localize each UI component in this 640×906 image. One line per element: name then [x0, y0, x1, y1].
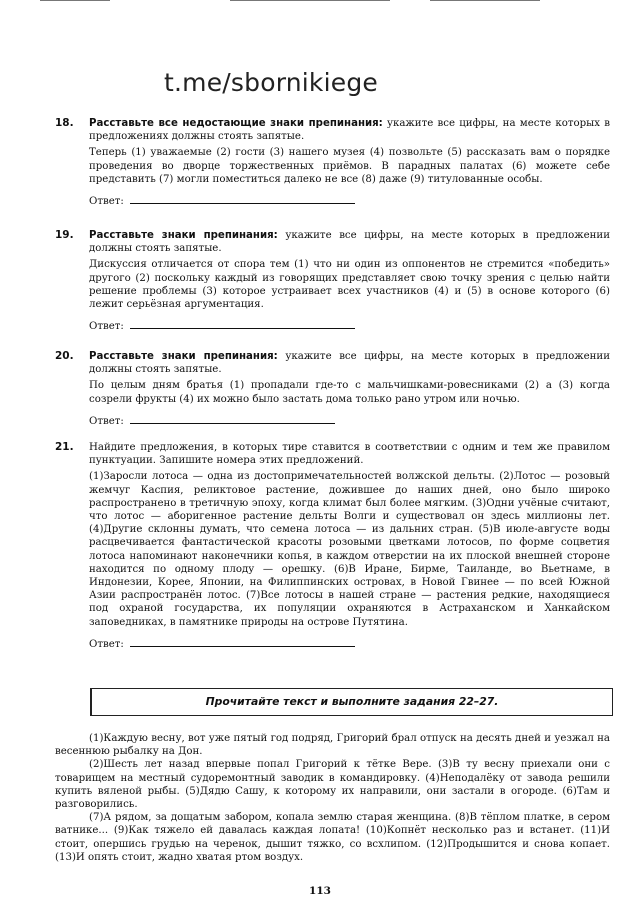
answer-field[interactable]: [130, 415, 335, 424]
task-instruction: Расставьте знаки препинания: укажите все цифры, на месте которых в предложении должны стоять запятые.: [89, 230, 610, 255]
banner-title: Прочитайте текст и выполните задания 22–27.: [205, 695, 499, 708]
task-number: 21.: [55, 441, 74, 453]
task-18: [55, 117, 610, 208]
answer-row: [89, 320, 610, 333]
reading-paragraph: (1)Каждую весну, вот уже пятый год подряд, Григорий брал отпуск на десять дней и уезжал на весеннюю рыбалку на Дон.: [55, 733, 610, 758]
answer-row: [89, 638, 610, 651]
top-edge-marks: [0, 0, 640, 2]
task-instruction: Расставьте все недостающие знаки препинания: укажите все цифры, на месте которых в предложениях должны стоять запятые.: [89, 118, 610, 143]
answer-label: Ответ:: [89, 321, 124, 333]
task-20: [55, 350, 610, 428]
task-text: По целым дням братья (1) пропадали где-то с мальчишками-ровесниками (2) а (3) когда созрели фрукты (4) их можно было застать дома только рано утром или ночью.: [89, 380, 610, 405]
answer-field[interactable]: [130, 195, 355, 204]
reading-banner: [90, 688, 613, 716]
answer-label: Ответ:: [89, 415, 124, 427]
answer-label: Ответ:: [89, 196, 124, 208]
task-number: 20.: [55, 350, 74, 362]
task-instruction: Найдите предложения, в которых тире ставится в соответствии с одним и тем же правилом пунктуации. Запишите номера этих предложений.: [89, 442, 610, 467]
page-number: 113: [309, 885, 331, 897]
task-21: [55, 441, 610, 651]
answer-label: Ответ:: [89, 638, 124, 650]
answer-row: [89, 195, 610, 208]
task-19: [55, 229, 610, 333]
task-number: 18.: [55, 117, 74, 129]
answer-field[interactable]: [130, 638, 355, 647]
task-number: 19.: [55, 229, 74, 241]
reading-paragraph: (2)Шесть лет назад впервые попал Григорий к тётке Вере. (3)В ту весну приехали они с товарищем на местный судоремонтный заводик в командировку. (4)Неподалёку от завода решили купить вяленой рыбы. (5)Дядю Сашу, к которому их направили, они застали в огороде. (6)Там и разговорились.: [55, 759, 610, 811]
reading-text: [55, 732, 610, 864]
task-text: (1)Заросли лотоса — одна из достопримечательностей волжской дельты. (2)Лотос — розовый жемчуг Каспия, реликтовое растение, дожившее до наших дней, оно было широко распространено в третичную эпоху, когда климат был более мягким. (3)Одни учёные считают, что лотос — аборигенное растение дельты Волги и существовал он здесь миллионы лет. (4)Другие склонны думать, что семена лотоса — из дальних стран. (5)В июле-августе воды расцвечивается фантастической красоты розовыми цветками лотосов, по форме соцветия лотоса напоминают наконечники копья, в каждом отверстии на их плоской внешней стороне находится по одному плоду — орешку. (6)В Иране, Бирме, Таиланде, во Вьетнаме, в Индонезии, Корее, Японии, на Филиппинских островах, в Новой Гвинее — по всей Южной Азии распространён лотос. (7)Все лотосы в нашей стране — растения редкие, находящиеся под охраной государства, их популяции охраняются в Астраханском и Ханкайском заповедниках, в памятнике природы на острове Путятина.: [89, 471, 610, 628]
task-text: Теперь (1) уважаемые (2) гости (3) нашего музея (4) позвольте (5) рассказать вам о порядке проведения во дворце торжественных приёмов. В парадных палатах (6) можете себе представить (7) могли поместиться далеко не все (8) даже (9) титулованные особы.: [89, 147, 610, 185]
task-text: Дискуссия отличается от спора тем (1) что ни один из оппонентов не стремится «победить» другого (2) поскольку каждый из говорящих представляет свою точку зрения с целью найти решение проблемы (3) которое устраивает всех участников (4) и (5) в основе которого (6) лежит серьёзная аргументация.: [89, 259, 610, 311]
watermark-text: t.me/sbornikiege: [164, 68, 378, 97]
answer-row: [89, 415, 610, 428]
task-instruction: Расставьте знаки препинания: укажите все цифры, на месте которых в предложении должны стоять запятые.: [89, 351, 610, 376]
answer-field[interactable]: [130, 320, 355, 329]
reading-paragraph: (7)А рядом, за дощатым забором, копала землю старая женщина. (8)В тёплом платке, в сером ватнике... (9)Как тяжело ей давалась каждая лопата! (10)Копнёт несколько раз и встанет. (11)И стоит, опершись грудью на черенок, дышит тяжко, со всхлипом. (12)Продышится и снова копает. (13)И опять стоит, жадно хватая ртом воздух.: [55, 812, 610, 863]
